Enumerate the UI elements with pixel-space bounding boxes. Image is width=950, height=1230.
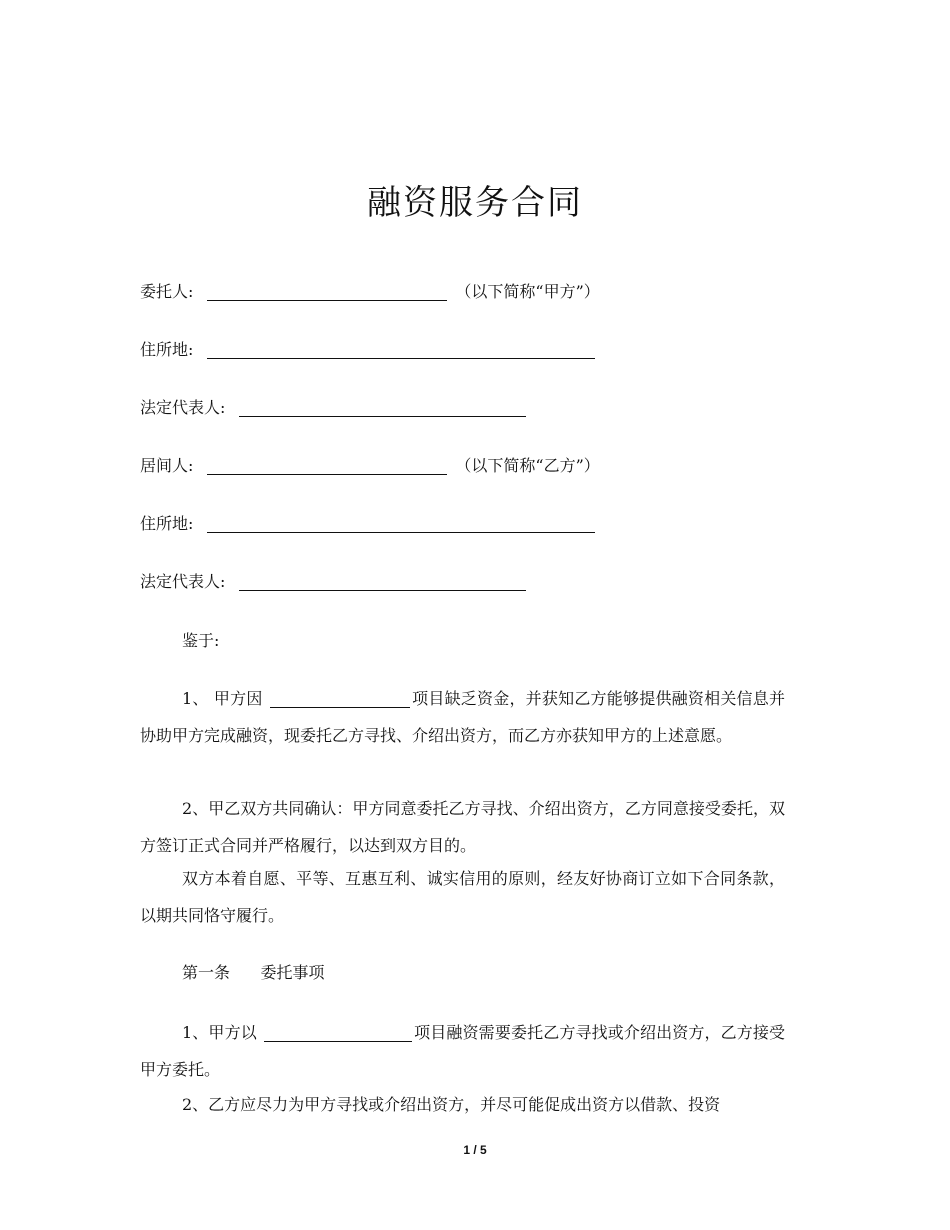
intermediary-alias: （以下简称“乙方”） — [455, 456, 600, 475]
intermediary-blank — [207, 454, 447, 475]
principal-alias: （以下简称“甲方”） — [455, 282, 600, 301]
whereas-heading: 鉴于: — [182, 631, 220, 650]
article-1-heading: 第一条 委托事项 — [182, 963, 325, 982]
principal-address-field — [140, 336, 599, 364]
article1-1-body: 项目融资需要委托乙方寻找或介绍出资方，乙方接受甲方委托。 — [140, 1023, 785, 1079]
principal-rep-field — [140, 394, 530, 422]
principal-rep-blank — [239, 396, 526, 417]
page-number: 1 / 5 — [463, 1143, 487, 1157]
whereas-clause-2: 2、甲乙双方共同确认：甲方同意委托乙方寻找、介绍出资方，乙方同意接受委托，双方签订正式合同并严格履行，以达到双方目的。 — [140, 799, 785, 855]
article1-1-lead: 1、甲方以 — [182, 1023, 263, 1042]
intermediary-label: 居间人: — [140, 456, 194, 475]
principle-paragraph: 双方本着自愿、平等、互惠互利、诚实信用的原则，经友好协商订立如下合同条款，以期共同恪守履行。 — [140, 869, 785, 925]
intermediary-address-field — [140, 510, 599, 538]
article-1-item-1 — [140, 1014, 785, 1088]
intermediary-rep-label: 法定代表人: — [140, 572, 226, 591]
financing-project-blank — [264, 1021, 412, 1042]
principal-address-label: 住所地: — [140, 340, 194, 359]
whereas-clause-1 — [140, 680, 785, 754]
principal-address-blank — [207, 338, 595, 359]
principal-rep-label: 法定代表人: — [140, 398, 226, 417]
principal-field — [140, 278, 600, 306]
principal-label: 委托人: — [140, 282, 194, 301]
clause1-lead: 1、 甲方因 — [182, 689, 268, 708]
intermediary-address-blank — [207, 512, 595, 533]
intermediary-rep-field — [140, 568, 530, 596]
document-title: 融资服务合同 — [367, 183, 583, 223]
article-1-item-2: 2、乙方应尽力为甲方寻找或介绍出资方，并尽可能促成出资方以借款、投资 — [182, 1095, 721, 1114]
intermediary-rep-blank — [239, 570, 526, 591]
project-blank — [270, 687, 410, 708]
clause1-body: 项目缺乏资金，并获知乙方能够提供融资相关信息并协助甲方完成融资，现委托乙方寻找、介绍出资方，而乙方亦获知甲方的上述意愿。 — [140, 689, 785, 745]
intermediary-address-label: 住所地: — [140, 514, 194, 533]
intermediary-field — [140, 452, 600, 480]
principal-blank — [207, 280, 447, 301]
